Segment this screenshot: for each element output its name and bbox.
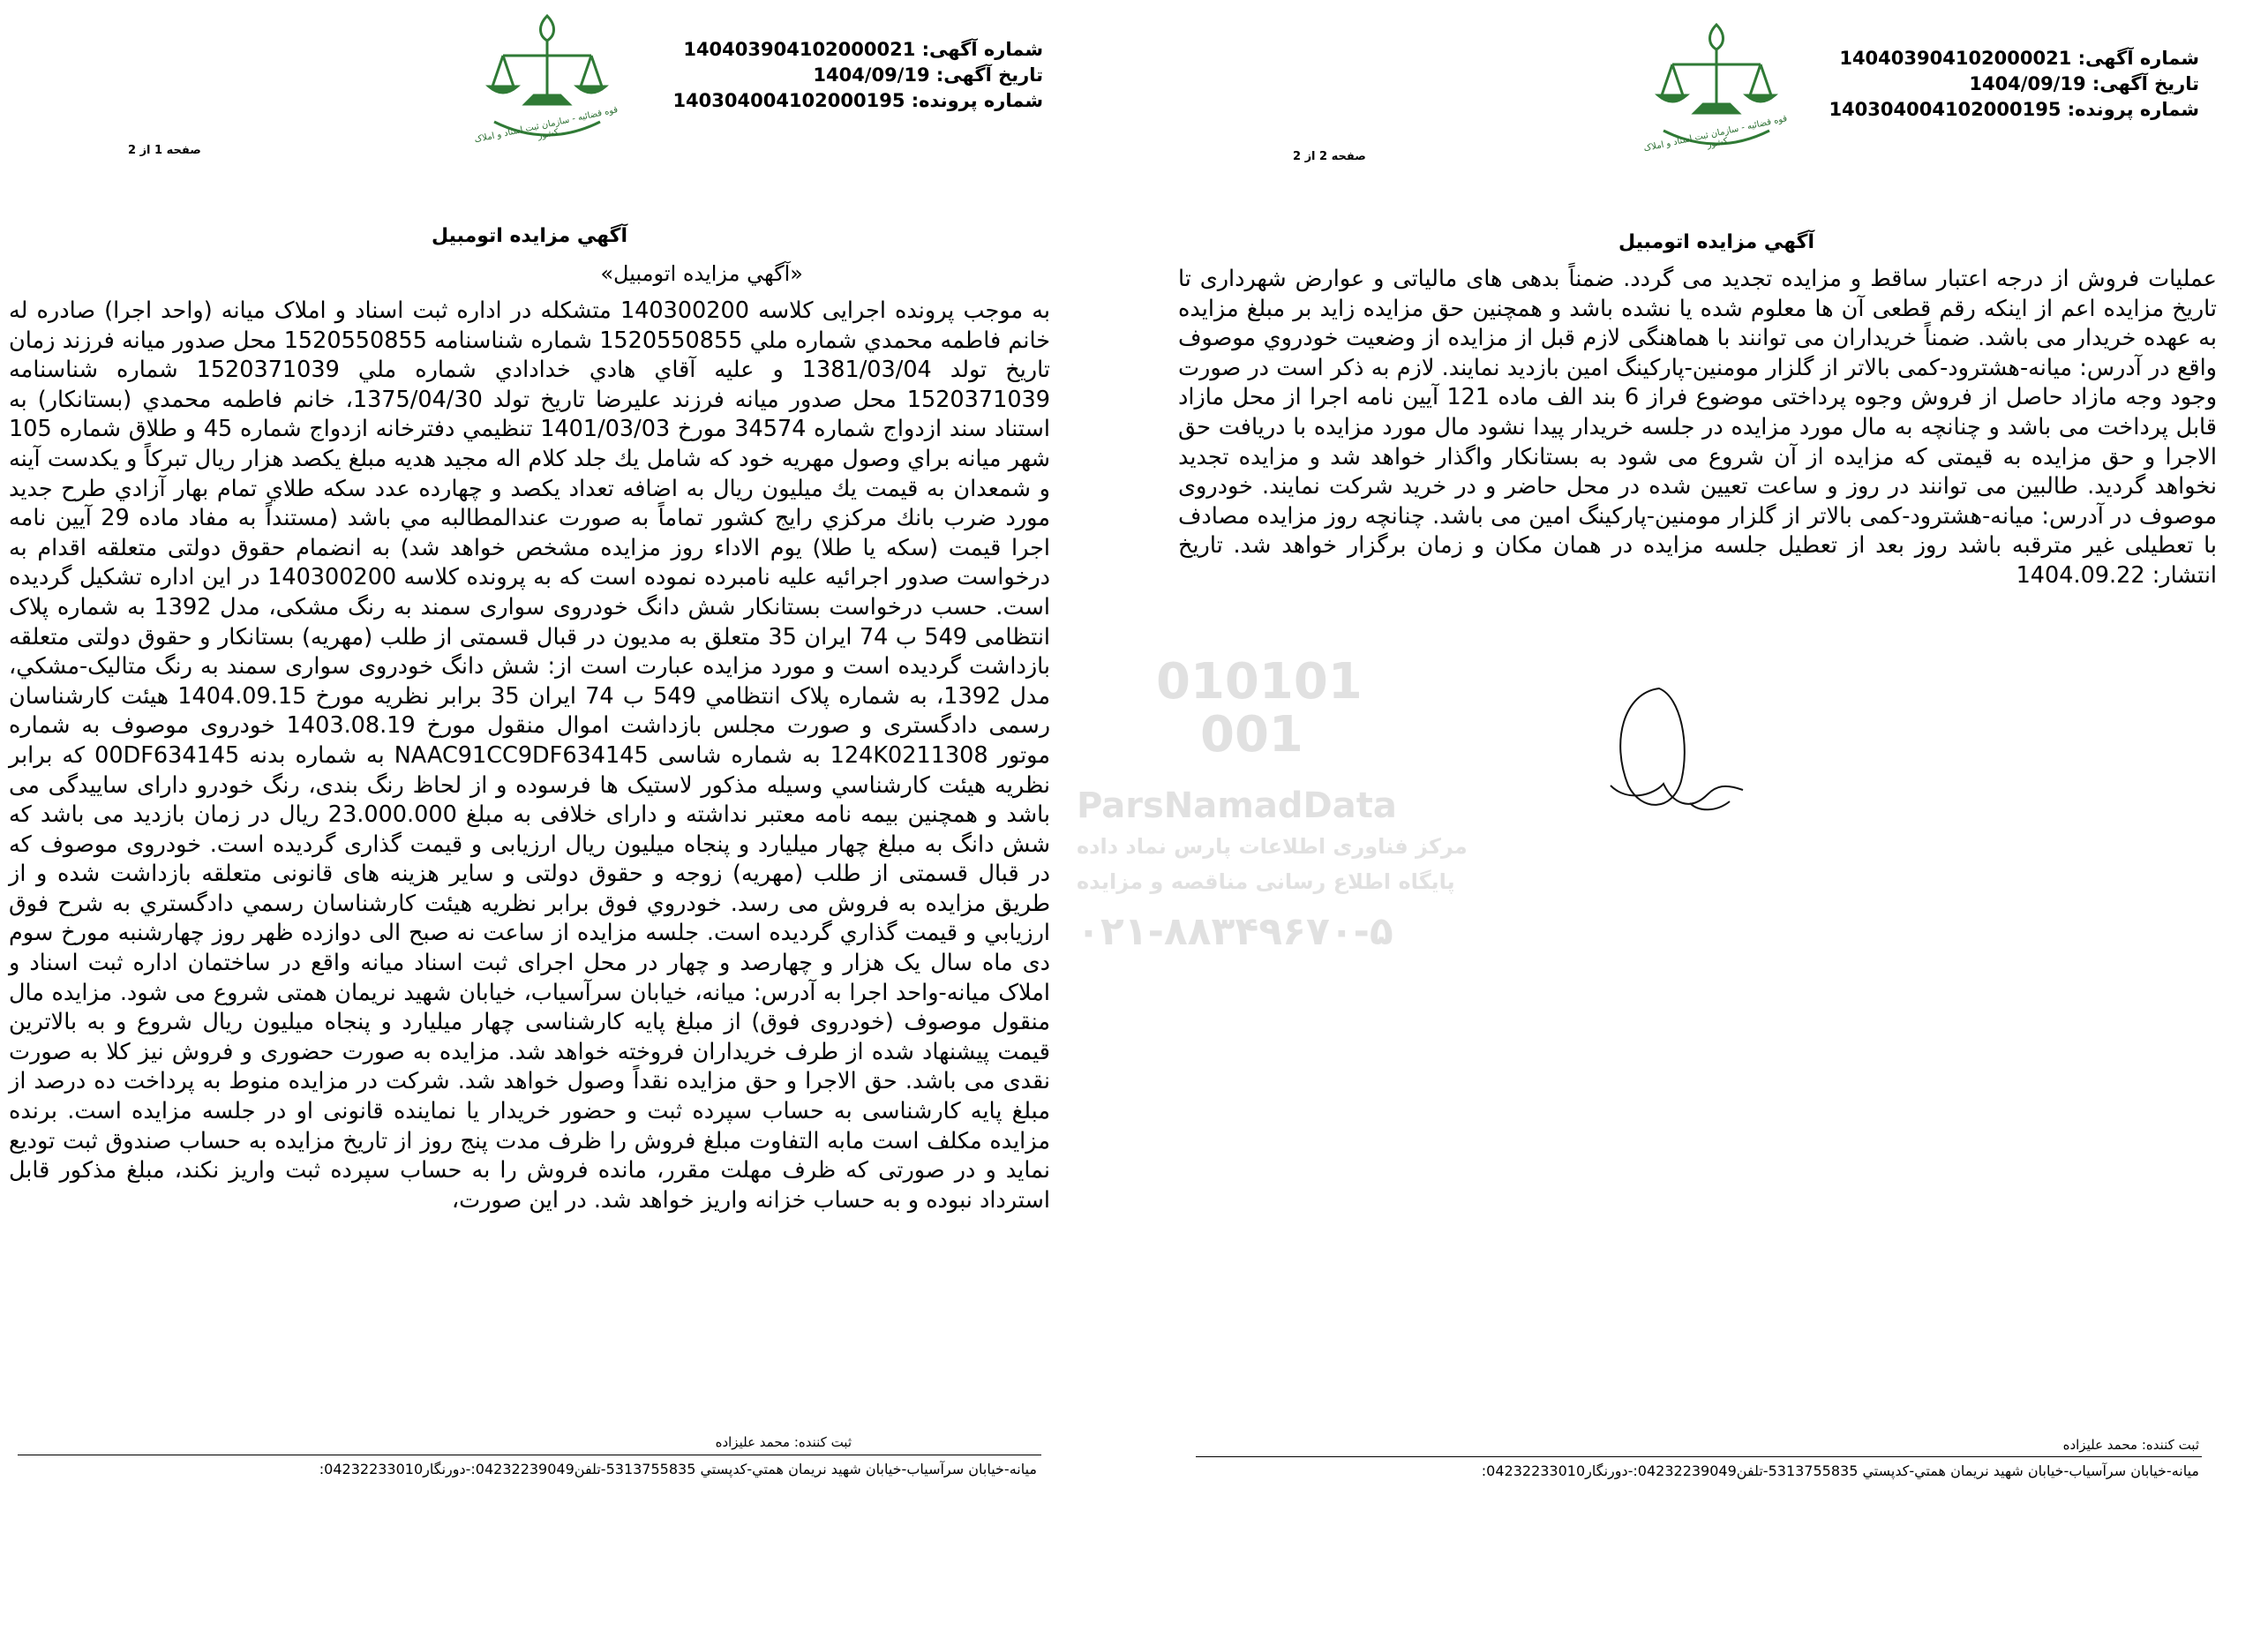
footer-address: ميانه-خيابان سرآسياب-خيابان شهيد نريمان همتي-کدپستي 5313755835-تلفن04232239049:-دورنگار04232233010: <box>1481 1462 2199 1479</box>
watermark-line: 010101 <box>1156 653 1363 710</box>
notice-number: شماره آگهی: 140403904102000021 <box>1839 48 2199 69</box>
notice-meta <box>1829 46 2199 123</box>
watermark-line: ۰۲۱-۸۸۳۴۹۶۷۰-۵ <box>1077 909 1393 954</box>
emblem-caption: قوه قضائیه - سازمان ثبت اسناد و املاک کشور <box>1642 113 1789 154</box>
notice-body: به موجب پرونده اجرایی کلاسه 140300200 متشکله در اداره ثبت اسناد و املاک میانه (واحد اجرا) صادره له خانم فاطمه محمدي شماره ملي 1520550855 شماره شناسنامه 1520550855 محل صدور میانه فرزند زمان تاريخ تولد 1381/03/04 و علیه آقاي هادي خدادادي شماره ملي 1520371039 شماره شناسنامه 1520371039 محل صدور میانه فرزند علیرضا تاريخ تولد 1375/04/30، خانم فاطمه محمدي (بستانکار) به استناد سند ازدواج شماره 34574 مورخ 1401/03/03 تنظيمي دفترخانه ازدواج شماره 45 و طلاق شماره 105 شهر میانه براي وصول مهريه خود كه شامل يك جلد كلام اله مجيد هديه مبلغ يكصد هزار ريال تبركاً و يكدست آينه و شمعدان به قيمت يك ميليون ريال به اضافه تعداد يكصد و چهارده عدد سكه طلاي تمام بهار آزادي طرح جديد مورد ضرب بانك مركزي رايج كشور تماماً به صورت عندالمطالبه مي باشد (مستنداً به مفاد ماده 29 آيين نامه اجرا قيمت (سكه يا طلا) يوم الاداء روز مزايده مشخص خواهد شد) به انضمام حقوق دولتی متعلقه اقدام به درخواست صدور اجرائيه عليه نامبرده نموده است که به پرونده کلاسه 140300200 در این اداره تشکیل گردیده است. حسب درخواست بستانکار شش دانگ خودروی سواری سمند به رنگ مشکی، مدل 1392 به شماره پلاک انتظامی 549 ب 74 ایران 35 متعلق به مدیون در قبال قسمتی از طلب (مهریه) بستانکار و حقوق دولتی متعلقه بازداشت گردیده است و مورد مزایده عبارت است از: شش دانگ خودروی سواری سمند به رنگ متالیک-مشکي، مدل 1392، به شماره پلاک انتظامي 549 ب 74 ایران 35 برابر نظریه مورخ 1404.09.15 هیئت كارشناسان رسمی دادگستری و صورت مجلس بازداشت اموال منقول مورخ 1403.08.19 خودروی موصوف به شماره موتور 124K0211308 به شماره شاسی NAAC91CC9DF634145 به شماره بدنه 00DF634145 كه برابر نظريه هيئت كارشناسي وسيله مذكور لاستيک ها فرسوده و از لحاظ رنگ بندی، رنگ خودرو دارای سایيدگی می باشد و همچنین بیمه نامه معتبر نداشته و دارای خلافی به مبلغ 23.000.000 ریال در زمان بازدید می باشد كه شش دانگ به مبلغ چهار میلیارد و پنجاه میلیون ریال ارزیابی و قيمت گذاری گرديده است. خودروی موصوف که در قبال قسمتی از طلب (مهریه) زوجه و حقوق دولتی و سایر هزینه های قانونی متعلقه بازداشت شده و از طريق مزايده به فروش می رسد. خودروي فوق برابر نظريه هيئت كارشناسان رسمي دادگستري به شرح فوق ارزيابي و قيمت گذاري گرديده است. جلسه مزايده از ساعت نه صبح الی دوازده ظهر روز چهارشنبه مورخ سوم دی ماه سال یک هزار و چهارصد و چهار در محل اجرای ثبت اسناد میانه واقع در ساختمان اداره ثبت اسناد و املاک میانه-واحد اجرا به آدرس: میانه، خیابان سرآسیاب، خیابان شهید نریمان همتی شروع می شود. مزايده مال منقول موصوف (خودروی فوق) از مبلغ پايه كارشناسی چهار میلیارد و پنجاه میلیون ریال شروع و به بالاترين قيمت پيشنهاد شده از طرف خريداران فروخته خواهد شد. مزايده به صورت حضوری و فروش نيز كلا به صورت نقدی می باشد. حق الاجرا و حق مزايده نقداً وصول خواهد شد. شركت در مزايده منوط به پرداخت ده درصد از مبلغ پایه کارشناسی به حساب سپرده ثبت و حضور خریدار یا نماینده قانونی او در جلسه مزایده است. برنده مزايده مكلف است مابه التفاوت مبلغ فروش را ظرف مدت پنج روز از تاريخ مزايده به حساب صندوق ثبت توديع نمايد و در صورتی كه ظرف مهلت مقرر، مانده فروش را به حساب سپرده ثبت واریز نكند، مبلغ مذكور قابل استرداد نبوده و به حساب خزانه واريز خواهد شد. در اين صورت، <box>9 297 1051 1214</box>
judiciary-emblem-icon <box>473 7 620 157</box>
watermark-line: مرکز فناوری اطلاعات پارس نماد داده <box>1077 834 1468 859</box>
notice-number: شماره آگهی: 140403904102000021 <box>683 39 1043 60</box>
registrar: ثبت کننده: محمد علیزاده <box>715 1434 852 1450</box>
emblem-caption: قوه قضائیه - سازمان ثبت اسناد و املاک کشور <box>473 104 620 146</box>
notice-body: عملیات فروش از درجه اعتبار ساقط و مزایده تجدید می گردد. ضمناً بدهی های مالیاتی و عوارض شهرداری تا تاریخ مزایده اعم از اینکه رقم قطعی آن ها معلوم شده یا نشده باشد و همچنین حق مزایده زاید بر مبلغ مزایده به عهده خریدار می باشد. ضمناً خریداران می توانند با هماهنگی لازم قبل از مزایده از وضعیت خودروي موصوف واقع در آدرس: میانه-هشترود-کمی بالاتر از گلزار مومنین-پارکینگ امین بازدید نمایند. لازم به ذكر است در صورت وجود وجه مازاد حاصل از فروش وجوه پرداختی موضوع فراز 6 بند الف ماده 121 آیین نامه اجرا از محل مازاد قابل پرداخت می باشد و چنانچه به مال مورد مزایده در جلسه خریدار پیدا نشود مال مورد مزایده با دریافت حق الاجرا و حق مزایده به قیمتی كه مزایده از آن شروع می شود به بستانکار واگذار خواهد شد و مزایده تجدید نخواهد گردید. طالبين می توانند در روز و ساعت تعيين شده در محل حاضر و در خرید شرکت نمایند. خودروی موصوف در آدرس: میانه-هشترود-کمی بالاتر از گلزار مومنین-پارکینگ امین می باشد. چنانچه روز مزايده مصادف با تعطیلی غير مترقبه باشد روز بعد از تعطيل جلسه مزايده در همان مكان و زمان برگزار خواهد شد. تاريخ انتشار: 1404.09.22 <box>1178 266 2218 589</box>
page-title: آگهي مزايده اتومبيل <box>1618 231 1815 253</box>
judiciary-emblem-icon <box>1642 16 1789 166</box>
page-number: صفحه 1 از 2 <box>128 144 201 157</box>
notice-meta <box>672 37 1043 114</box>
notice-date: تاریخ آگهی: 1404/09/19 <box>813 64 1043 86</box>
footer-address: ميانه-خيابان سرآسياب-خيابان شهيد نريمان همتي-کدپستي 5313755835-تلفن04232239049:-دورنگار04232233010: <box>319 1461 1037 1477</box>
file-number: شماره پرونده: 140304004102000195 <box>672 90 1043 111</box>
watermark-line: ParsNamadData <box>1077 786 1397 826</box>
watermark-line: پایگاه اطلاع رسانی مناقصه و مزایده <box>1077 869 1455 894</box>
signature-icon <box>1575 680 1752 830</box>
page-subtitle: «آگهي مزايده اتومبيل» <box>600 261 803 286</box>
notice-date: تاریخ آگهی: 1404/09/19 <box>1969 73 2199 94</box>
watermark-line: 001 <box>1200 706 1303 763</box>
footer-divider <box>1196 1456 2202 1457</box>
file-number: شماره پرونده: 140304004102000195 <box>1829 99 2199 120</box>
page-number: صفحه 2 از 2 <box>1293 150 1366 163</box>
registrar: ثبت کننده: محمد علیزاده <box>2062 1437 2199 1453</box>
page-1 <box>0 0 1059 1639</box>
page-title: آگهي مزايده اتومبيل <box>431 225 628 247</box>
